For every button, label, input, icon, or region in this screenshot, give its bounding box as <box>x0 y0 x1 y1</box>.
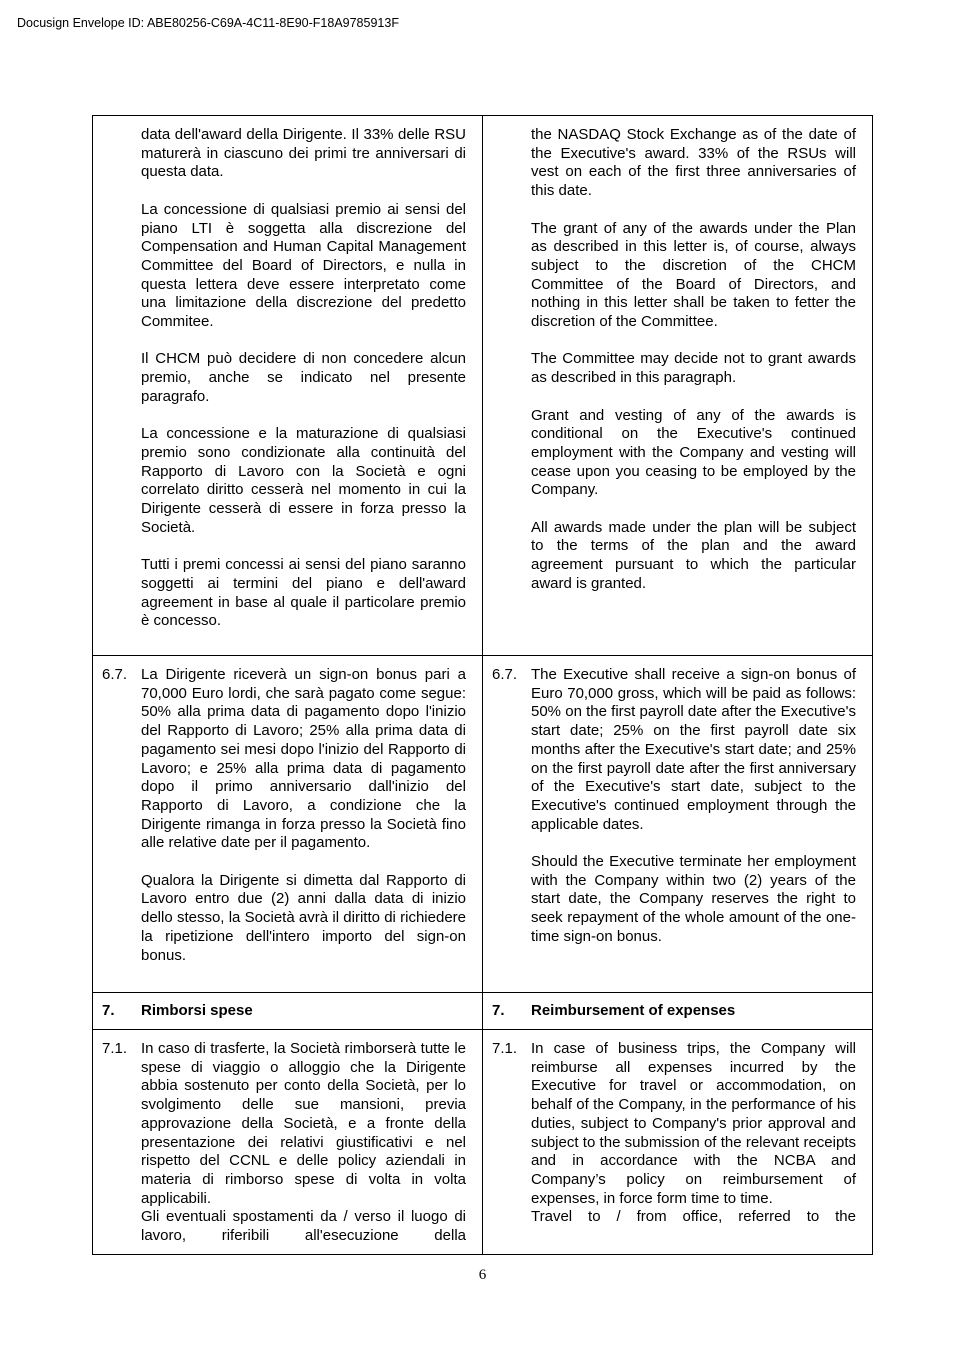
table-row <box>93 116 873 656</box>
clause-paragraph: Tutti i premi concessi ai sensi del piano saranno soggetti ai termini del piano e dell'award agreement in base al quale il particolare premio è concesso. <box>141 556 466 630</box>
clause-paragraph: The Committee may decide not to grant awards as described in this paragraph. <box>531 350 856 387</box>
table-row <box>93 993 873 1030</box>
clause-number: 6.7. <box>492 666 518 683</box>
docusign-envelope-id: Docusign Envelope ID: ABE80256-C69A-4C11-8E90-F18A9785913F <box>17 16 399 30</box>
italian-cell <box>93 656 483 993</box>
clause-paragraph: All awards made under the plan will be subject to the terms of the plan and the award agreement pursuant to which the particular award is granted. <box>531 518 856 592</box>
clause-number: 7.1. <box>492 1040 518 1057</box>
clause-number <box>93 126 141 631</box>
english-cell <box>483 656 873 993</box>
section-heading: Rimborsi spese <box>141 1002 253 1019</box>
english-cell <box>483 993 873 1030</box>
clause-number: 7.1. <box>102 1040 128 1057</box>
page-number: 6 <box>478 1267 487 1283</box>
clause-paragraph: Grant and vesting of any of the awards is conditional on the Executive's continued employment with the Company and vesting will cease upon you ceasing to be employed by the Company. <box>531 406 856 499</box>
bilingual-contract-table <box>92 115 873 1255</box>
table-row <box>93 656 873 993</box>
clause-paragraph: La concessione e la maturazione di qualsiasi premio sono condizionate alla continuità del Rapporto di Lavoro con la Società e ogni correlato diritto cesserà nel momento in cui la Dirigente cesserà di essere in forza presso la Società. <box>141 425 466 536</box>
section-number: 7. <box>102 1002 115 1019</box>
clause-paragraph: Gli eventuali spostamenti da / verso il luogo di lavoro, riferibili all'esecuzione della <box>141 1208 466 1245</box>
clause-paragraph: data dell'award della Dirigente. Il 33% delle RSU maturerà in ciascuno dei primi tre anniversari di questa data. <box>141 126 466 181</box>
table-row <box>93 1030 873 1255</box>
clause-paragraph: Travel to / from office, referred to the <box>531 1208 856 1226</box>
clause-paragraph: the NASDAQ Stock Exchange as of the date of the Executive's award. 33% of the RSUs will vest on each of the first three anniversaries of this date. <box>531 126 856 200</box>
clause-paragraph: The Executive shall receive a sign-on bonus of Euro 70,000 gross, which will be paid as follows: 50% on the first payroll date after the Executive's start date; 25% on the first payroll date six months after the Executive's start date; and 25% on the first payroll date after the first anniversary of the Executive's start date, subject to the Executive's continued employment through the applicable dates. <box>531 666 856 833</box>
section-heading: Reimbursement of expenses <box>531 1002 736 1019</box>
clause-number: 6.7. <box>102 666 128 683</box>
english-cell <box>483 1030 873 1255</box>
clause-paragraph: In case of business trips, the Company will reimburse all expenses incurred by the Executive for travel or accommodation, on behalf of the Company, in the performance of his duties, subject to Company's prior approval and subject to the submission of the relevant receipts and in accordance with the NCBA and Company’s policy on reimbursement of expenses, in force form time to time. <box>531 1040 856 1207</box>
italian-cell <box>93 116 483 656</box>
clause-paragraph: La concessione di qualsiasi premio ai sensi del piano LTI è soggetta alla discrezione del Compensation and Human Capital Management Committee del Board of Directors, e nulla in questa lettera deve essere interpretato come una limitazione della discrezione del predetto Commitee. <box>141 200 466 331</box>
clause-paragraph: The grant of any of the awards under the Plan as described in this letter is, of course, always subject to the discretion of the CHCM Committee of the Board of Directors, and nothing in this letter shall be taken to fetter the discretion of the Committee. <box>531 219 856 331</box>
clause-paragraph: Should the Executive terminate her employment with the Company within two (2) years of the start date, the Company reserves the right to seek repayment of the whole amount of the one-time sign-on bonus. <box>531 853 856 945</box>
clause-paragraph: La Dirigente riceverà un sign-on bonus pari a 70,000 Euro lordi, che sarà pagato come segue: 50% alla prima data di pagamento dopo l'inizio del Rapporto di Lavoro; 25% alla prima data di pagamento sei mesi dopo l'inizio del Rapporto di Lavoro; e 25% alla prima data di pagamento dopo il primo anniversario dall'inizio del Rapporto di Lavoro, a condizione che la Dirigente rimanga in forza presso la Società fino alle relative date per il pagamento. <box>141 666 466 852</box>
section-number: 7. <box>492 1002 505 1019</box>
italian-cell <box>93 993 483 1030</box>
italian-cell <box>93 1030 483 1255</box>
clause-paragraph: Qualora la Dirigente si dimetta dal Rapporto di Lavoro entro due (2) anni dalla data di inizio dello stesso, la Società avrà il diritto di richiedere la ripetizione dell'intero importo del sign-on bonus. <box>141 871 466 964</box>
clause-paragraph: In caso di trasferte, la Società rimborserà tutte le spese di viaggio o alloggio che la Dirigente abbia sostenuto per conto della Società, per lo svolgimento delle sue mansioni, previa approvazione della Società, e a fronte della presentazione dei relativi giustificativi e nel rispetto del CCNL e delle policy aziendali in materia di rimborso spese di volta in volta applicabili. <box>141 1040 466 1207</box>
clause-number <box>483 126 531 594</box>
clause-paragraph: Il CHCM può decidere di non concedere alcun premio, anche se indicato nel presente paragrafo. <box>141 350 466 405</box>
english-cell <box>483 116 873 656</box>
